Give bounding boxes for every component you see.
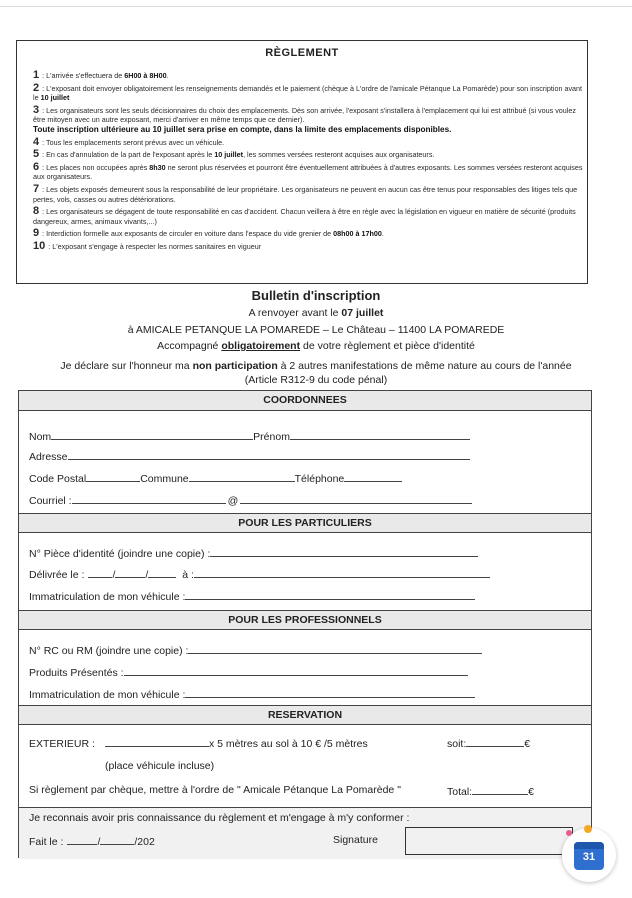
commune-label: Commune — [140, 473, 189, 485]
rule-item — [33, 135, 583, 148]
code-postal-label: Code Postal — [29, 473, 87, 485]
row-immat-pro — [29, 687, 475, 701]
fait-le-month-field[interactable] — [100, 834, 134, 845]
widget-dot-orange-icon — [584, 825, 592, 833]
rule-text: : L'arrivée s'effectuera de — [42, 71, 125, 80]
row-rc — [29, 643, 482, 657]
reglement-title: RÈGLEMENT — [265, 47, 339, 59]
row-delivree — [29, 567, 490, 581]
rule-number: 7 — [33, 182, 40, 195]
rule-bold: 10 juillet — [40, 93, 70, 103]
rule-bold: 10 juillet — [214, 150, 244, 160]
telephone-label: Téléphone — [294, 473, 345, 485]
rule-bold: 6H00 à 8H00 — [124, 71, 167, 80]
delivree-place-field[interactable] — [194, 567, 490, 578]
rule-number: 3 — [33, 103, 40, 116]
rule-number: 2 — [33, 81, 40, 94]
registration-form — [18, 390, 592, 858]
rule-text: : Les organisateurs sont les seuls décisionnaires du choix des emplacements. Dès son arrivée, l'exposant s'installera à l'emplacement qui lui est attribué (si vous voulez être mitoyen avec un autre exposant, merci d'arriver en même temps que ce dernier). — [33, 105, 576, 125]
row-vehicule: (place véhicule incluse) — [105, 760, 215, 772]
calendar-widget[interactable] — [562, 828, 616, 882]
signature-label: Signature — [333, 834, 378, 846]
nom-label: Nom — [29, 431, 52, 443]
calendar-day: 31 — [582, 851, 596, 863]
immat-pro-field[interactable] — [185, 687, 475, 698]
rule-text: : Les organisateurs se dégagent de toute responsabilité en cas d'accident. Chacun veillera à être en règle avec la législation en vigueur en matière de sécurité (produits dangereux, armes, animaux vivants,...) — [33, 207, 576, 226]
send-before-text: A renvoyer avant le — [248, 307, 342, 319]
exterieur-qty-field[interactable] — [105, 736, 209, 747]
produits-label: Produits Présentés : — [29, 667, 124, 679]
fait-le-year: /202 — [134, 836, 155, 848]
rule-bold: 08h00 à 17h00 — [333, 229, 382, 239]
rule-item — [33, 160, 583, 182]
immat-field[interactable] — [185, 589, 475, 600]
rule-number: 10 — [33, 239, 46, 252]
rule-number: 8 — [33, 205, 40, 218]
commune-field[interactable] — [189, 471, 295, 482]
total-field[interactable] — [472, 784, 528, 795]
nom-field[interactable] — [51, 429, 253, 440]
slash-1: / — [112, 569, 116, 581]
delivree-label: Délivrée le : — [29, 569, 85, 581]
article-line: (Article R312-9 du code pénal) — [244, 374, 388, 386]
row-total — [447, 784, 534, 798]
accompany-post: de votre règlement et pièce d'identité — [300, 340, 475, 352]
rule-text: : L'exposant doit envoyer obligatoirement les renseignements demandés et le paiement (chèque à L'ordre de l'amicale Pétanque La Pomarède) pour son inscription avant le — [33, 83, 583, 103]
rule-item — [33, 239, 583, 252]
total-label: Total: — [447, 786, 473, 798]
rc-label: N° RC ou RM (joindre une copie) : — [29, 645, 189, 657]
piece-field[interactable] — [210, 546, 478, 557]
exterieur-label: EXTERIEUR : — [29, 738, 95, 750]
rule-item — [33, 71, 583, 81]
rule-strong-note: Toute inscription ultérieure au 10 juillet sera prise en compte, dans la limite des emplacements disponibles. — [33, 124, 452, 134]
rule-number: 1 — [33, 69, 40, 81]
fait-le-label: Fait le : — [29, 836, 64, 848]
fait-slash: / — [97, 836, 101, 848]
declaration-pre: Je déclare sur l'honneur ma — [60, 359, 193, 372]
signature-box[interactable] — [405, 827, 573, 855]
rule-bold: 8h30 — [149, 162, 166, 172]
piece-label: N° Pièce d'identité (joindre une copie) : — [29, 548, 211, 560]
calendar-icon — [574, 842, 604, 870]
rule-text: : L'exposant s'engage à respecter les normes sanitaires en vigueur — [48, 241, 262, 251]
immat-label: Immatriculation de mon véhicule : — [29, 591, 186, 603]
rule-item — [33, 150, 583, 160]
declaration-line — [0, 358, 632, 375]
row-cheque: Si règlement par chèque, mettre à l'ordre de " Amicale Pétanque La Pomarède " — [29, 784, 401, 796]
immat-pro-label: Immatriculation de mon véhicule : — [29, 689, 186, 701]
row-exterieur — [29, 736, 368, 750]
reglement-box — [16, 40, 588, 284]
section-coordonnees: COORDONNEES — [19, 391, 591, 411]
courriel-label: Courriel : — [29, 495, 72, 507]
row-cp-commune-tel — [29, 471, 402, 485]
rule-item — [33, 229, 583, 239]
row-produits — [29, 665, 468, 679]
soit-euro: € — [524, 738, 531, 750]
rule-item — [33, 182, 583, 204]
code-postal-field[interactable] — [86, 471, 140, 482]
tarif-text: x 5 mètres au sol à 10 € /5 mètres — [209, 738, 368, 750]
reglement-list — [33, 71, 583, 255]
rule-text: : Les places non occupées après — [42, 162, 150, 172]
rule-text-after: ne seront plus réservées et pourront être éventuellement attribuées à d'autres exposants. Les sommes versées resteront acquises aux organisateurs. — [33, 162, 583, 182]
section-reservation: RESERVATION — [19, 705, 591, 725]
rule-text: : En cas d'annulation de la part de l'exposant après le — [42, 150, 215, 160]
address-line: à AMICALE PETANQUE LA POMAREDE – Le Château – 11400 LA POMAREDE — [127, 323, 505, 336]
rule-item — [33, 207, 583, 226]
rule-item — [33, 103, 583, 135]
row-reconnais: Je reconnais avoir pris connaissance du règlement et m'engage à m'y conformer : — [29, 812, 410, 824]
delivree-month-field[interactable] — [115, 567, 145, 578]
rule-text-after: . — [381, 229, 384, 239]
prenom-field[interactable] — [290, 429, 470, 440]
rule-text: : Interdiction formelle aux exposants de circuler en voiture dans l'espace du vide grenier de — [42, 229, 334, 239]
rule-text-after: , les sommes versées resteront acquises aux organisateurs. — [243, 150, 435, 160]
soit-label: soit: — [447, 738, 467, 750]
declaration-bold: non participation — [192, 359, 278, 372]
produits-field[interactable] — [124, 665, 468, 676]
telephone-field[interactable] — [344, 471, 402, 482]
total-euro: € — [528, 786, 534, 798]
row-piece — [29, 546, 478, 560]
rule-number: 4 — [33, 135, 40, 148]
soit-field[interactable] — [466, 736, 524, 747]
send-before-line — [0, 305, 632, 322]
at-sign: @ — [227, 495, 239, 507]
row-immat — [29, 589, 475, 603]
row-nom-prenom — [29, 429, 470, 443]
calendar-header-icon — [574, 842, 604, 849]
widget-dot-pink-icon — [566, 830, 572, 836]
rule-text: : Tous les emplacements seront prévus avec un véhicule. — [42, 137, 225, 147]
row-courriel — [29, 493, 472, 507]
declaration-post: à 2 autres manifestations de même nature au cours de l'année — [277, 359, 572, 372]
courriel-domain-field[interactable] — [240, 493, 472, 504]
delivree-day-field[interactable] — [88, 567, 112, 578]
adresse-label: Adresse — [29, 451, 68, 463]
section-professionnels: POUR LES PROFESSIONNELS — [19, 610, 591, 630]
section-particuliers: POUR LES PARTICULIERS — [19, 513, 591, 533]
bulletin-title: Bulletin d'inscription — [251, 288, 381, 303]
slash-2: / — [145, 569, 149, 581]
rule-text: : Les objets exposés demeurent sous la responsabilité de leur propriétaire. Les organisateurs ne peuvent en aucun cas être tenus pour responsables des litiges tels que pertes, vols, casses ou autres détériorations. — [33, 184, 578, 204]
adresse-field[interactable] — [68, 449, 470, 460]
accompany-pre: Accompagné — [157, 340, 222, 352]
bulletin-header — [0, 287, 632, 387]
rule-number: 5 — [33, 148, 40, 161]
send-before-date: 07 juillet — [341, 307, 384, 319]
rule-number: 9 — [33, 227, 40, 240]
courriel-user-field[interactable] — [72, 493, 226, 504]
prenom-label: Prénom — [253, 431, 290, 443]
rc-field[interactable] — [188, 643, 482, 654]
fait-le-day-field[interactable] — [67, 834, 97, 845]
rule-number: 6 — [33, 160, 40, 173]
row-adresse — [29, 449, 470, 463]
row-fait-le — [29, 834, 155, 848]
row-soit — [447, 736, 530, 750]
delivree-year-field[interactable] — [148, 567, 176, 578]
accompany-bold: obligatoirement — [221, 340, 301, 352]
rule-item — [33, 81, 583, 103]
accompany-line — [0, 338, 632, 355]
delivree-place-label: à : — [182, 569, 194, 581]
rule-text-after: . — [166, 71, 169, 80]
top-divider — [0, 0, 632, 7]
